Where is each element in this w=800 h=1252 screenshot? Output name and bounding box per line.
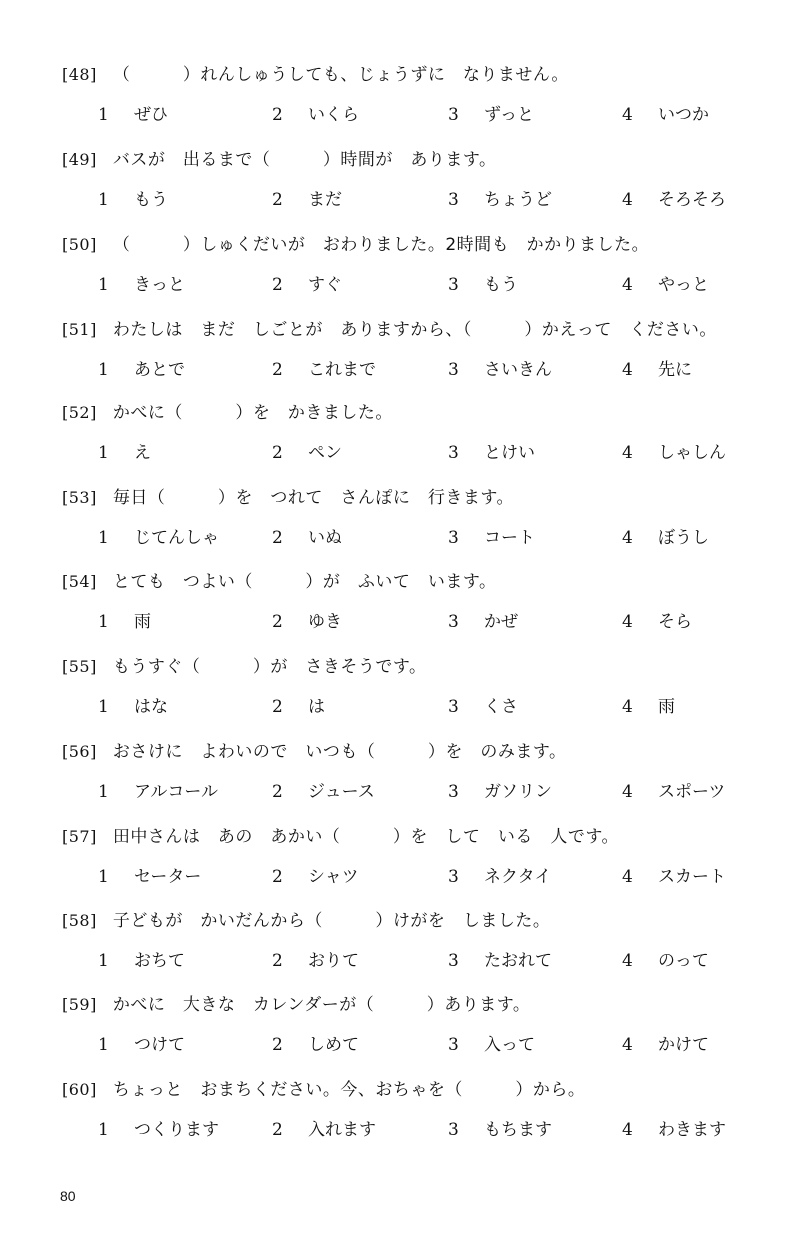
question-text: かべに 大きな カレンダーが（ ）あります。 bbox=[112, 995, 531, 1015]
option-label: はな bbox=[134, 697, 168, 717]
option-label: アルコール bbox=[134, 782, 218, 802]
options-row bbox=[62, 270, 782, 300]
option-label: とけい bbox=[484, 443, 535, 463]
option-2: 2 は bbox=[272, 697, 325, 717]
option-label: かけて bbox=[658, 1035, 709, 1055]
option-label: もう bbox=[484, 275, 518, 295]
option-label: おちて bbox=[134, 951, 185, 971]
option-3: 3 もう bbox=[448, 275, 518, 295]
option-label: もう bbox=[134, 190, 168, 210]
option-3: 3 とけい bbox=[448, 443, 535, 463]
option-label: ジュース bbox=[308, 782, 375, 802]
option-label: 雨 bbox=[134, 612, 151, 632]
option-1: 1 おちて bbox=[98, 951, 185, 971]
option-2: 2 ゆき bbox=[272, 612, 342, 632]
option-label: ネクタイ bbox=[484, 867, 552, 887]
question-56 bbox=[62, 737, 782, 807]
option-3: 3 ネクタイ bbox=[448, 867, 552, 887]
option-label: 先に bbox=[658, 360, 692, 380]
option-label: 入って bbox=[484, 1035, 535, 1055]
question-text: おさけに よわいので いつも（ ）を のみます。 bbox=[112, 742, 567, 762]
question-57 bbox=[62, 822, 782, 892]
option-label: ペン bbox=[308, 443, 342, 463]
option-label: いぬ bbox=[308, 528, 342, 548]
option-2: 2 すぐ bbox=[272, 275, 342, 295]
option-label: は bbox=[308, 697, 325, 717]
option-4: 4 そら bbox=[622, 612, 692, 632]
options-row bbox=[62, 777, 782, 807]
option-label: さいきん bbox=[484, 360, 552, 380]
question-49 bbox=[62, 145, 782, 215]
option-label: これまで bbox=[308, 360, 376, 380]
option-1: 1 アルコール bbox=[98, 782, 218, 802]
question-text: 子どもが かいだんから（ ）けがを しました。 bbox=[112, 911, 551, 931]
option-1: 1 雨 bbox=[98, 612, 151, 632]
option-label: ガソリン bbox=[484, 782, 552, 802]
option-2: 2 これまで bbox=[272, 360, 376, 380]
option-3: 3 かぜ bbox=[448, 612, 518, 632]
question-text: もうすぐ（ ）が さきそうです。 bbox=[112, 657, 427, 677]
question-60 bbox=[62, 1075, 782, 1145]
option-4: 4 わきます bbox=[622, 1120, 726, 1140]
option-1: 1 え bbox=[98, 443, 151, 463]
option-4: 4 ぼうし bbox=[622, 528, 709, 548]
question-text: ちょっと おまちください。今、おちゃを（ ）から。 bbox=[112, 1080, 586, 1100]
options-row bbox=[62, 355, 782, 385]
options-row bbox=[62, 692, 782, 722]
option-label: スポーツ bbox=[658, 782, 726, 802]
option-2: 2 シャツ bbox=[272, 867, 359, 887]
option-4: 4 スカート bbox=[622, 867, 726, 887]
option-label: 雨 bbox=[658, 697, 675, 717]
question-51 bbox=[62, 315, 782, 385]
option-label: ぜひ bbox=[134, 105, 168, 125]
option-2: 2 入れます bbox=[272, 1120, 376, 1140]
question-text: （ ）しゅくだいが おわりました。2時間も かかりました。 bbox=[112, 235, 650, 255]
question-number: [55] bbox=[62, 657, 97, 676]
question-number: [50] bbox=[62, 235, 97, 254]
options-row bbox=[62, 523, 782, 553]
option-label: そら bbox=[658, 612, 692, 632]
option-label: ちょうど bbox=[484, 190, 552, 210]
option-2: 2 しめて bbox=[272, 1035, 359, 1055]
option-label: コート bbox=[484, 528, 535, 548]
question-54 bbox=[62, 567, 782, 637]
question-55 bbox=[62, 652, 782, 722]
question-number: [48] bbox=[62, 65, 97, 84]
options-row bbox=[62, 946, 782, 976]
option-4: 4 雨 bbox=[622, 697, 675, 717]
question-text: わたしは まだ しごとが ありますから、（ ）かえって ください。 bbox=[112, 320, 717, 340]
options-row bbox=[62, 862, 782, 892]
option-label: あとで bbox=[134, 360, 185, 380]
option-2: 2 ペン bbox=[272, 443, 342, 463]
option-label: のって bbox=[658, 951, 709, 971]
option-4: 4 のって bbox=[622, 951, 709, 971]
option-1: 1 つくります bbox=[98, 1120, 219, 1140]
question-number: [54] bbox=[62, 572, 97, 591]
question-59 bbox=[62, 990, 782, 1060]
option-3: 3 ガソリン bbox=[448, 782, 552, 802]
option-label: きっと bbox=[134, 275, 185, 295]
option-label: つけて bbox=[134, 1035, 185, 1055]
option-label: つくります bbox=[134, 1120, 219, 1140]
question-number: [59] bbox=[62, 995, 97, 1014]
option-label: ゆき bbox=[308, 612, 342, 632]
options-row bbox=[62, 1030, 782, 1060]
option-label: ぼうし bbox=[658, 528, 709, 548]
option-3: 3 たおれて bbox=[448, 951, 552, 971]
option-label: しゃしん bbox=[658, 443, 726, 463]
option-label: いくら bbox=[308, 105, 359, 125]
option-1: 1 あとで bbox=[98, 360, 185, 380]
page-number: 80 bbox=[60, 1188, 76, 1204]
option-4: 4 スポーツ bbox=[622, 782, 726, 802]
option-label: やっと bbox=[658, 275, 709, 295]
option-2: 2 いぬ bbox=[272, 528, 342, 548]
question-text: 田中さんは あの あかい（ ）を して いる 人です。 bbox=[112, 827, 619, 847]
option-label: おりて bbox=[308, 951, 359, 971]
question-number: [51] bbox=[62, 320, 97, 339]
option-3: 3 くさ bbox=[448, 697, 518, 717]
option-1: 1 じてんしゃ bbox=[98, 528, 219, 548]
option-3: 3 ずっと bbox=[448, 105, 534, 125]
option-2: 2 おりて bbox=[272, 951, 359, 971]
question-text: かべに（ ）を かきました。 bbox=[112, 403, 393, 423]
question-number: [57] bbox=[62, 827, 97, 846]
option-label: ずっと bbox=[484, 105, 534, 125]
option-3: 3 コート bbox=[448, 528, 535, 548]
option-3: 3 さいきん bbox=[448, 360, 552, 380]
question-number: [58] bbox=[62, 911, 97, 930]
option-label: いつか bbox=[658, 105, 709, 125]
question-number: [52] bbox=[62, 403, 97, 422]
option-label: じてんしゃ bbox=[134, 528, 219, 548]
question-50 bbox=[62, 230, 782, 300]
option-1: 1 もう bbox=[98, 190, 168, 210]
option-4: 4 そろそろ bbox=[622, 190, 726, 210]
option-label: シャツ bbox=[308, 867, 359, 887]
option-3: 3 もちます bbox=[448, 1120, 552, 1140]
question-number: [53] bbox=[62, 488, 97, 507]
option-label: すぐ bbox=[308, 275, 342, 295]
question-number: [49] bbox=[62, 150, 97, 169]
option-2: 2 ジュース bbox=[272, 782, 375, 802]
option-label: スカート bbox=[658, 867, 726, 887]
option-label: かぜ bbox=[484, 612, 518, 632]
options-row bbox=[62, 185, 782, 215]
option-2: 2 いくら bbox=[272, 105, 359, 125]
options-row bbox=[62, 100, 782, 130]
question-58 bbox=[62, 906, 782, 976]
option-label: もちます bbox=[484, 1120, 552, 1140]
question-text: （ ）れんしゅうしても、じょうずに なりません。 bbox=[112, 65, 569, 85]
question-text: 毎日（ ）を つれて さんぽに 行きます。 bbox=[112, 488, 514, 508]
option-label: 入れます bbox=[308, 1120, 376, 1140]
option-1: 1 はな bbox=[98, 697, 168, 717]
question-52 bbox=[62, 398, 782, 468]
option-label: しめて bbox=[308, 1035, 359, 1055]
option-4: 4 いつか bbox=[622, 105, 709, 125]
option-4: 4 先に bbox=[622, 360, 692, 380]
option-4: 4 かけて bbox=[622, 1035, 709, 1055]
option-label: まだ bbox=[308, 190, 342, 210]
option-label: たおれて bbox=[484, 951, 552, 971]
option-label: え bbox=[134, 443, 151, 463]
option-3: 3 ちょうど bbox=[448, 190, 552, 210]
question-53 bbox=[62, 483, 782, 553]
option-4: 4 やっと bbox=[622, 275, 709, 295]
option-1: 1 つけて bbox=[98, 1035, 185, 1055]
question-number: [60] bbox=[62, 1080, 97, 1099]
options-row bbox=[62, 1115, 782, 1145]
option-label: そろそろ bbox=[658, 190, 726, 210]
options-row bbox=[62, 438, 782, 468]
question-48 bbox=[62, 60, 782, 130]
option-3: 3 入って bbox=[448, 1035, 535, 1055]
question-number: [56] bbox=[62, 742, 97, 761]
option-label: くさ bbox=[484, 697, 518, 717]
option-4: 4 しゃしん bbox=[622, 443, 726, 463]
options-row bbox=[62, 607, 782, 637]
option-1: 1 きっと bbox=[98, 275, 185, 295]
option-1: 1 ぜひ bbox=[98, 105, 168, 125]
option-1: 1 セーター bbox=[98, 867, 202, 887]
option-label: わきます bbox=[658, 1120, 726, 1140]
option-label: セーター bbox=[134, 867, 202, 887]
question-text: バスが 出るまで（ ）時間が あります。 bbox=[112, 150, 497, 170]
option-2: 2 まだ bbox=[272, 190, 342, 210]
question-text: とても つよい（ ）が ふいて います。 bbox=[112, 572, 497, 592]
